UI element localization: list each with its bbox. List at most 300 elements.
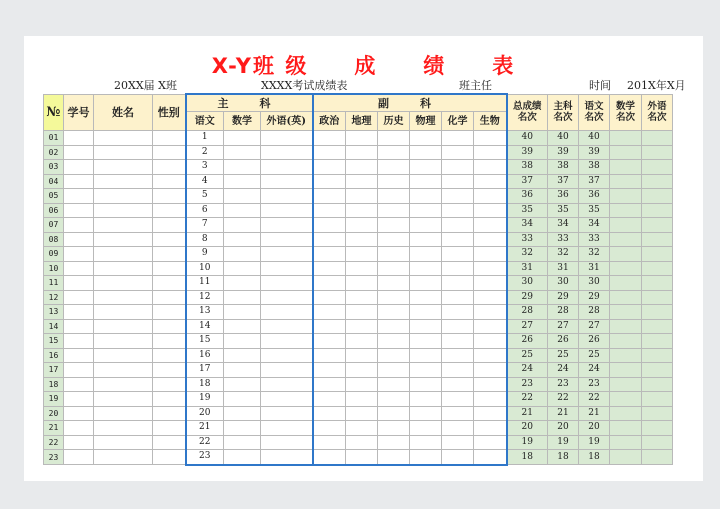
math-score-cell[interactable] <box>224 131 261 146</box>
geography-score-cell[interactable] <box>346 305 378 320</box>
gender-cell[interactable] <box>153 334 186 349</box>
history-score-cell[interactable] <box>378 305 410 320</box>
chinese-rank-cell[interactable]: 22 <box>579 392 610 407</box>
biology-score-cell[interactable] <box>474 348 507 363</box>
math-score-cell[interactable] <box>224 203 261 218</box>
geography-score-cell[interactable] <box>346 348 378 363</box>
student-id-cell[interactable] <box>64 406 94 421</box>
row-number-cell[interactable]: 17 <box>44 363 64 378</box>
row-number-cell[interactable]: 10 <box>44 261 64 276</box>
math-score-cell[interactable] <box>224 319 261 334</box>
foreign-rank-cell[interactable] <box>642 435 673 450</box>
main-rank-cell[interactable]: 30 <box>548 276 579 291</box>
gender-cell[interactable] <box>153 305 186 320</box>
biology-score-cell[interactable] <box>474 160 507 175</box>
history-score-cell[interactable] <box>378 421 410 436</box>
main-rank-cell[interactable]: 23 <box>548 377 579 392</box>
biology-score-cell[interactable] <box>474 276 507 291</box>
row-number-cell[interactable]: 16 <box>44 348 64 363</box>
gender-cell[interactable] <box>153 421 186 436</box>
geography-score-cell[interactable] <box>346 261 378 276</box>
foreign-rank-cell[interactable] <box>642 174 673 189</box>
foreign-rank-cell[interactable] <box>642 392 673 407</box>
chinese-rank-cell[interactable]: 38 <box>579 160 610 175</box>
geography-score-cell[interactable] <box>346 450 378 465</box>
chinese-score-cell[interactable]: 5 <box>186 189 224 204</box>
english-score-cell[interactable] <box>261 450 313 465</box>
gender-cell[interactable] <box>153 276 186 291</box>
history-score-cell[interactable] <box>378 232 410 247</box>
student-id-cell[interactable] <box>64 232 94 247</box>
math-rank-cell[interactable] <box>610 392 642 407</box>
physics-score-cell[interactable] <box>410 450 442 465</box>
gender-cell[interactable] <box>153 160 186 175</box>
name-cell[interactable] <box>94 261 153 276</box>
math-rank-cell[interactable] <box>610 290 642 305</box>
chemistry-score-cell[interactable] <box>442 406 474 421</box>
politics-score-cell[interactable] <box>313 290 346 305</box>
student-id-cell[interactable] <box>64 145 94 160</box>
biology-score-cell[interactable] <box>474 145 507 160</box>
row-number-cell[interactable]: 18 <box>44 377 64 392</box>
english-score-cell[interactable] <box>261 406 313 421</box>
chemistry-score-cell[interactable] <box>442 290 474 305</box>
politics-score-cell[interactable] <box>313 145 346 160</box>
student-id-cell[interactable] <box>64 247 94 262</box>
name-cell[interactable] <box>94 305 153 320</box>
geography-score-cell[interactable] <box>346 203 378 218</box>
gender-cell[interactable] <box>153 174 186 189</box>
row-number-cell[interactable]: 05 <box>44 189 64 204</box>
chinese-rank-cell[interactable]: 35 <box>579 203 610 218</box>
politics-score-cell[interactable] <box>313 348 346 363</box>
math-rank-cell[interactable] <box>610 131 642 146</box>
chemistry-score-cell[interactable] <box>442 421 474 436</box>
history-score-cell[interactable] <box>378 319 410 334</box>
student-id-cell[interactable] <box>64 261 94 276</box>
biology-score-cell[interactable] <box>474 232 507 247</box>
main-rank-cell[interactable]: 19 <box>548 435 579 450</box>
gender-cell[interactable] <box>153 363 186 378</box>
chemistry-score-cell[interactable] <box>442 348 474 363</box>
main-rank-cell[interactable]: 32 <box>548 247 579 262</box>
english-score-cell[interactable] <box>261 290 313 305</box>
history-score-cell[interactable] <box>378 174 410 189</box>
biology-score-cell[interactable] <box>474 334 507 349</box>
geography-score-cell[interactable] <box>346 377 378 392</box>
english-score-cell[interactable] <box>261 319 313 334</box>
chinese-rank-cell[interactable]: 34 <box>579 218 610 233</box>
math-score-cell[interactable] <box>224 160 261 175</box>
student-id-cell[interactable] <box>64 377 94 392</box>
geography-score-cell[interactable] <box>346 232 378 247</box>
total-rank-cell[interactable]: 31 <box>507 261 548 276</box>
chinese-rank-cell[interactable]: 39 <box>579 145 610 160</box>
geography-score-cell[interactable] <box>346 160 378 175</box>
chinese-score-cell[interactable]: 7 <box>186 218 224 233</box>
chinese-rank-cell[interactable]: 36 <box>579 189 610 204</box>
math-score-cell[interactable] <box>224 334 261 349</box>
geography-score-cell[interactable] <box>346 131 378 146</box>
geography-score-cell[interactable] <box>346 319 378 334</box>
row-number-cell[interactable]: 20 <box>44 406 64 421</box>
english-score-cell[interactable] <box>261 276 313 291</box>
total-rank-cell[interactable]: 39 <box>507 145 548 160</box>
physics-score-cell[interactable] <box>410 406 442 421</box>
name-cell[interactable] <box>94 363 153 378</box>
biology-score-cell[interactable] <box>474 131 507 146</box>
geography-score-cell[interactable] <box>346 174 378 189</box>
english-score-cell[interactable] <box>261 145 313 160</box>
foreign-rank-cell[interactable] <box>642 261 673 276</box>
main-rank-cell[interactable]: 24 <box>548 363 579 378</box>
foreign-rank-cell[interactable] <box>642 276 673 291</box>
foreign-rank-cell[interactable] <box>642 290 673 305</box>
main-rank-cell[interactable]: 40 <box>548 131 579 146</box>
biology-score-cell[interactable] <box>474 247 507 262</box>
chinese-rank-cell[interactable]: 18 <box>579 450 610 465</box>
student-id-cell[interactable] <box>64 174 94 189</box>
biology-score-cell[interactable] <box>474 421 507 436</box>
history-score-cell[interactable] <box>378 348 410 363</box>
physics-score-cell[interactable] <box>410 145 442 160</box>
english-score-cell[interactable] <box>261 261 313 276</box>
english-score-cell[interactable] <box>261 435 313 450</box>
chemistry-score-cell[interactable] <box>442 392 474 407</box>
biology-score-cell[interactable] <box>474 290 507 305</box>
math-rank-cell[interactable] <box>610 305 642 320</box>
history-score-cell[interactable] <box>378 145 410 160</box>
student-id-cell[interactable] <box>64 203 94 218</box>
main-rank-cell[interactable]: 39 <box>548 145 579 160</box>
english-score-cell[interactable] <box>261 203 313 218</box>
biology-score-cell[interactable] <box>474 218 507 233</box>
name-cell[interactable] <box>94 218 153 233</box>
gender-cell[interactable] <box>153 348 186 363</box>
biology-score-cell[interactable] <box>474 450 507 465</box>
math-score-cell[interactable] <box>224 232 261 247</box>
history-score-cell[interactable] <box>378 189 410 204</box>
physics-score-cell[interactable] <box>410 392 442 407</box>
history-score-cell[interactable] <box>378 261 410 276</box>
math-score-cell[interactable] <box>224 145 261 160</box>
row-number-cell[interactable]: 01 <box>44 131 64 146</box>
chinese-score-cell[interactable]: 16 <box>186 348 224 363</box>
chinese-score-cell[interactable]: 6 <box>186 203 224 218</box>
total-rank-cell[interactable]: 25 <box>507 348 548 363</box>
physics-score-cell[interactable] <box>410 377 442 392</box>
main-rank-cell[interactable]: 26 <box>548 334 579 349</box>
chinese-score-cell[interactable]: 22 <box>186 435 224 450</box>
gender-cell[interactable] <box>153 218 186 233</box>
row-number-cell[interactable]: 03 <box>44 160 64 175</box>
student-id-cell[interactable] <box>64 290 94 305</box>
history-score-cell[interactable] <box>378 131 410 146</box>
politics-score-cell[interactable] <box>313 261 346 276</box>
politics-score-cell[interactable] <box>313 218 346 233</box>
physics-score-cell[interactable] <box>410 435 442 450</box>
student-id-cell[interactable] <box>64 392 94 407</box>
gender-cell[interactable] <box>153 450 186 465</box>
row-number-cell[interactable]: 09 <box>44 247 64 262</box>
main-rank-cell[interactable]: 27 <box>548 319 579 334</box>
total-rank-cell[interactable]: 40 <box>507 131 548 146</box>
math-rank-cell[interactable] <box>610 406 642 421</box>
chemistry-score-cell[interactable] <box>442 276 474 291</box>
english-score-cell[interactable] <box>261 247 313 262</box>
chinese-rank-cell[interactable]: 30 <box>579 276 610 291</box>
math-score-cell[interactable] <box>224 174 261 189</box>
name-cell[interactable] <box>94 160 153 175</box>
total-rank-cell[interactable]: 30 <box>507 276 548 291</box>
name-cell[interactable] <box>94 247 153 262</box>
total-rank-cell[interactable]: 26 <box>507 334 548 349</box>
chemistry-score-cell[interactable] <box>442 450 474 465</box>
name-cell[interactable] <box>94 450 153 465</box>
math-rank-cell[interactable] <box>610 218 642 233</box>
chinese-rank-cell[interactable]: 21 <box>579 406 610 421</box>
chinese-rank-cell[interactable]: 37 <box>579 174 610 189</box>
math-rank-cell[interactable] <box>610 232 642 247</box>
math-rank-cell[interactable] <box>610 261 642 276</box>
chinese-rank-cell[interactable]: 33 <box>579 232 610 247</box>
physics-score-cell[interactable] <box>410 203 442 218</box>
history-score-cell[interactable] <box>378 203 410 218</box>
main-rank-cell[interactable]: 37 <box>548 174 579 189</box>
row-number-cell[interactable]: 13 <box>44 305 64 320</box>
geography-score-cell[interactable] <box>346 421 378 436</box>
total-rank-cell[interactable]: 33 <box>507 232 548 247</box>
chinese-score-cell[interactable]: 13 <box>186 305 224 320</box>
english-score-cell[interactable] <box>261 305 313 320</box>
total-rank-cell[interactable]: 32 <box>507 247 548 262</box>
geography-score-cell[interactable] <box>346 435 378 450</box>
physics-score-cell[interactable] <box>410 131 442 146</box>
physics-score-cell[interactable] <box>410 232 442 247</box>
gender-cell[interactable] <box>153 232 186 247</box>
biology-score-cell[interactable] <box>474 319 507 334</box>
gender-cell[interactable] <box>153 203 186 218</box>
english-score-cell[interactable] <box>261 421 313 436</box>
physics-score-cell[interactable] <box>410 363 442 378</box>
politics-score-cell[interactable] <box>313 276 346 291</box>
history-score-cell[interactable] <box>378 247 410 262</box>
chemistry-score-cell[interactable] <box>442 174 474 189</box>
biology-score-cell[interactable] <box>474 305 507 320</box>
english-score-cell[interactable] <box>261 160 313 175</box>
chinese-rank-cell[interactable]: 40 <box>579 131 610 146</box>
chinese-rank-cell[interactable]: 20 <box>579 421 610 436</box>
chinese-rank-cell[interactable]: 23 <box>579 377 610 392</box>
chinese-score-cell[interactable]: 1 <box>186 131 224 146</box>
main-rank-cell[interactable]: 28 <box>548 305 579 320</box>
foreign-rank-cell[interactable] <box>642 348 673 363</box>
politics-score-cell[interactable] <box>313 377 346 392</box>
english-score-cell[interactable] <box>261 348 313 363</box>
chemistry-score-cell[interactable] <box>442 218 474 233</box>
physics-score-cell[interactable] <box>410 348 442 363</box>
gender-cell[interactable] <box>153 319 186 334</box>
student-id-cell[interactable] <box>64 435 94 450</box>
chinese-score-cell[interactable]: 10 <box>186 261 224 276</box>
chinese-rank-cell[interactable]: 19 <box>579 435 610 450</box>
politics-score-cell[interactable] <box>313 363 346 378</box>
student-id-cell[interactable] <box>64 305 94 320</box>
politics-score-cell[interactable] <box>313 319 346 334</box>
foreign-rank-cell[interactable] <box>642 305 673 320</box>
gender-cell[interactable] <box>153 131 186 146</box>
chinese-score-cell[interactable]: 23 <box>186 450 224 465</box>
foreign-rank-cell[interactable] <box>642 232 673 247</box>
math-score-cell[interactable] <box>224 392 261 407</box>
history-score-cell[interactable] <box>378 450 410 465</box>
math-score-cell[interactable] <box>224 218 261 233</box>
name-cell[interactable] <box>94 276 153 291</box>
biology-score-cell[interactable] <box>474 435 507 450</box>
geography-score-cell[interactable] <box>346 363 378 378</box>
chinese-rank-cell[interactable]: 28 <box>579 305 610 320</box>
chinese-score-cell[interactable]: 9 <box>186 247 224 262</box>
chemistry-score-cell[interactable] <box>442 363 474 378</box>
math-score-cell[interactable] <box>224 377 261 392</box>
total-rank-cell[interactable]: 19 <box>507 435 548 450</box>
math-score-cell[interactable] <box>224 450 261 465</box>
physics-score-cell[interactable] <box>410 305 442 320</box>
row-number-cell[interactable]: 19 <box>44 392 64 407</box>
name-cell[interactable] <box>94 319 153 334</box>
student-id-cell[interactable] <box>64 334 94 349</box>
math-score-cell[interactable] <box>224 305 261 320</box>
chinese-score-cell[interactable]: 4 <box>186 174 224 189</box>
foreign-rank-cell[interactable] <box>642 218 673 233</box>
total-rank-cell[interactable]: 27 <box>507 319 548 334</box>
total-rank-cell[interactable]: 37 <box>507 174 548 189</box>
foreign-rank-cell[interactable] <box>642 145 673 160</box>
biology-score-cell[interactable] <box>474 377 507 392</box>
math-score-cell[interactable] <box>224 406 261 421</box>
chinese-rank-cell[interactable]: 31 <box>579 261 610 276</box>
math-rank-cell[interactable] <box>610 334 642 349</box>
chinese-rank-cell[interactable]: 32 <box>579 247 610 262</box>
chemistry-score-cell[interactable] <box>442 377 474 392</box>
row-number-cell[interactable]: 23 <box>44 450 64 465</box>
history-score-cell[interactable] <box>378 435 410 450</box>
math-rank-cell[interactable] <box>610 348 642 363</box>
geography-score-cell[interactable] <box>346 276 378 291</box>
chinese-rank-cell[interactable]: 27 <box>579 319 610 334</box>
geography-score-cell[interactable] <box>346 392 378 407</box>
gender-cell[interactable] <box>153 435 186 450</box>
chemistry-score-cell[interactable] <box>442 160 474 175</box>
name-cell[interactable] <box>94 290 153 305</box>
row-number-cell[interactable]: 21 <box>44 421 64 436</box>
english-score-cell[interactable] <box>261 334 313 349</box>
history-score-cell[interactable] <box>378 290 410 305</box>
politics-score-cell[interactable] <box>313 160 346 175</box>
name-cell[interactable] <box>94 145 153 160</box>
physics-score-cell[interactable] <box>410 421 442 436</box>
chinese-rank-cell[interactable]: 25 <box>579 348 610 363</box>
name-cell[interactable] <box>94 232 153 247</box>
politics-score-cell[interactable] <box>313 406 346 421</box>
chemistry-score-cell[interactable] <box>442 261 474 276</box>
geography-score-cell[interactable] <box>346 406 378 421</box>
student-id-cell[interactable] <box>64 131 94 146</box>
math-rank-cell[interactable] <box>610 435 642 450</box>
chemistry-score-cell[interactable] <box>442 131 474 146</box>
main-rank-cell[interactable]: 18 <box>548 450 579 465</box>
math-score-cell[interactable] <box>224 435 261 450</box>
student-id-cell[interactable] <box>64 189 94 204</box>
math-score-cell[interactable] <box>224 189 261 204</box>
math-rank-cell[interactable] <box>610 421 642 436</box>
chinese-rank-cell[interactable]: 24 <box>579 363 610 378</box>
politics-score-cell[interactable] <box>313 421 346 436</box>
math-score-cell[interactable] <box>224 363 261 378</box>
total-rank-cell[interactable]: 22 <box>507 392 548 407</box>
foreign-rank-cell[interactable] <box>642 421 673 436</box>
biology-score-cell[interactable] <box>474 392 507 407</box>
student-id-cell[interactable] <box>64 276 94 291</box>
math-score-cell[interactable] <box>224 290 261 305</box>
gender-cell[interactable] <box>153 377 186 392</box>
chinese-score-cell[interactable]: 3 <box>186 160 224 175</box>
student-id-cell[interactable] <box>64 450 94 465</box>
history-score-cell[interactable] <box>378 160 410 175</box>
chemistry-score-cell[interactable] <box>442 319 474 334</box>
math-rank-cell[interactable] <box>610 319 642 334</box>
politics-score-cell[interactable] <box>313 392 346 407</box>
biology-score-cell[interactable] <box>474 203 507 218</box>
math-score-cell[interactable] <box>224 247 261 262</box>
chinese-score-cell[interactable]: 8 <box>186 232 224 247</box>
politics-score-cell[interactable] <box>313 435 346 450</box>
foreign-rank-cell[interactable] <box>642 160 673 175</box>
chinese-score-cell[interactable]: 11 <box>186 276 224 291</box>
history-score-cell[interactable] <box>378 363 410 378</box>
row-number-cell[interactable]: 02 <box>44 145 64 160</box>
math-rank-cell[interactable] <box>610 377 642 392</box>
politics-score-cell[interactable] <box>313 334 346 349</box>
math-rank-cell[interactable] <box>610 276 642 291</box>
row-number-cell[interactable]: 08 <box>44 232 64 247</box>
chemistry-score-cell[interactable] <box>442 305 474 320</box>
total-rank-cell[interactable]: 34 <box>507 218 548 233</box>
chemistry-score-cell[interactable] <box>442 232 474 247</box>
gender-cell[interactable] <box>153 261 186 276</box>
gender-cell[interactable] <box>153 392 186 407</box>
english-score-cell[interactable] <box>261 218 313 233</box>
physics-score-cell[interactable] <box>410 334 442 349</box>
biology-score-cell[interactable] <box>474 406 507 421</box>
chinese-rank-cell[interactable]: 26 <box>579 334 610 349</box>
math-rank-cell[interactable] <box>610 247 642 262</box>
name-cell[interactable] <box>94 348 153 363</box>
math-score-cell[interactable] <box>224 421 261 436</box>
main-rank-cell[interactable]: 25 <box>548 348 579 363</box>
name-cell[interactable] <box>94 174 153 189</box>
geography-score-cell[interactable] <box>346 145 378 160</box>
row-number-cell[interactable]: 11 <box>44 276 64 291</box>
physics-score-cell[interactable] <box>410 276 442 291</box>
gender-cell[interactable] <box>153 189 186 204</box>
chinese-score-cell[interactable]: 17 <box>186 363 224 378</box>
chinese-score-cell[interactable]: 12 <box>186 290 224 305</box>
physics-score-cell[interactable] <box>410 290 442 305</box>
total-rank-cell[interactable]: 20 <box>507 421 548 436</box>
foreign-rank-cell[interactable] <box>642 406 673 421</box>
main-rank-cell[interactable]: 33 <box>548 232 579 247</box>
